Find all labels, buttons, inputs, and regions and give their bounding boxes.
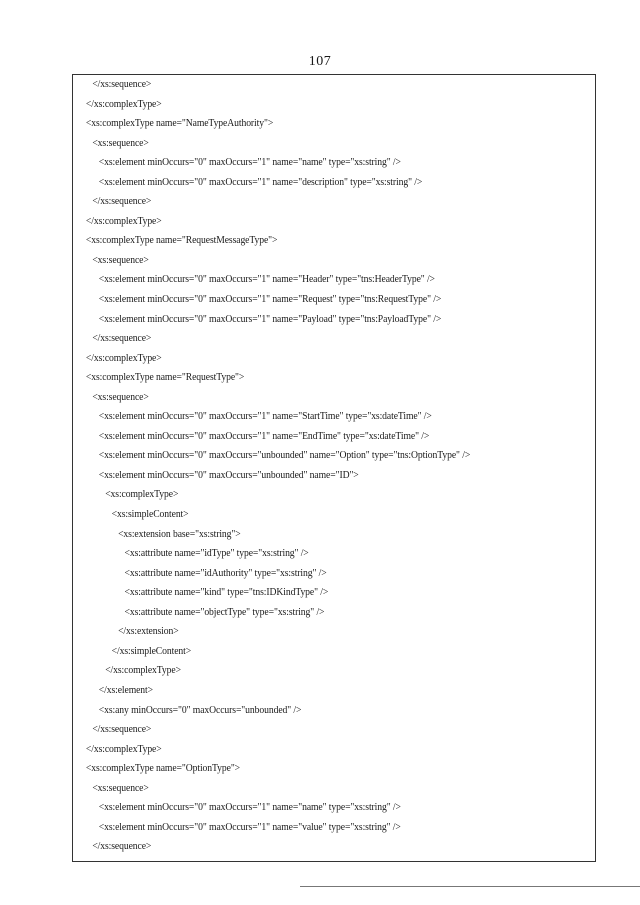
code-line: <xs:complexType name="RequestType"> <box>85 372 245 384</box>
code-line: <xs:attribute name="kind" type="tns:IDKindType" /> <box>124 587 329 599</box>
code-line: </xs:extension> <box>118 626 179 638</box>
code-line: <xs:element minOccurs="0" maxOccurs="unbounded" name="Option" type="tns:OptionType" /> <box>98 450 471 462</box>
code-line: <xs:sequence> <box>92 137 149 149</box>
code-line: </xs:sequence> <box>92 841 152 853</box>
code-line: <xs:complexType> <box>105 489 179 501</box>
code-line: <xs:attribute name="objectType" type="xs:string" /> <box>124 606 325 618</box>
code-line: <xs:element minOccurs="0" maxOccurs="1" name="StartTime" type="xs:dateTime" /> <box>98 411 432 423</box>
code-line: <xs:element minOccurs="0" maxOccurs="1" name="name" type="xs:string" /> <box>98 802 401 814</box>
code-line: <xs:attribute name="idAuthority" type="xs:string" /> <box>124 567 327 579</box>
code-line: </xs:sequence> <box>92 79 152 90</box>
code-line: </xs:sequence> <box>92 724 152 736</box>
code-line: <xs:attribute name="idType" type="xs:string" /> <box>124 548 309 560</box>
code-line: <xs:element minOccurs="0" maxOccurs="unbounded" name="ID"> <box>98 469 359 481</box>
code-line: <xs:complexType name="NameTypeAuthority"> <box>85 118 274 130</box>
code-line: </xs:complexType> <box>85 215 162 227</box>
code-line: <xs:element minOccurs="0" maxOccurs="1" name="EndTime" type="xs:dateTime" /> <box>98 430 430 442</box>
code-line: <xs:extension base="xs:string"> <box>118 528 241 540</box>
code-line: <xs:complexType name="OptionType"> <box>85 763 241 775</box>
code-listing <box>73 75 595 857</box>
code-line: </xs:complexType> <box>85 352 162 364</box>
code-line: <xs:sequence> <box>92 782 149 794</box>
code-line: <xs:element minOccurs="0" maxOccurs="1" name="name" type="xs:string" /> <box>98 157 401 169</box>
code-line: <xs:sequence> <box>92 391 149 403</box>
code-line: <xs:element minOccurs="0" maxOccurs="1" name="Payload" type="tns:PayloadType" /> <box>98 313 442 325</box>
code-line: </xs:complexType> <box>85 743 162 755</box>
code-line: </xs:complexType> <box>105 665 181 677</box>
code-line: </xs:complexType> <box>85 98 162 110</box>
code-line: <xs:complexType name="RequestMessageType"> <box>85 235 278 247</box>
code-line: <xs:any minOccurs="0" maxOccurs="unbounded" /> <box>98 704 302 716</box>
code-line: <xs:sequence> <box>92 254 149 266</box>
code-line: </xs:element> <box>98 684 153 696</box>
code-line: </xs:sequence> <box>92 333 152 345</box>
code-line: </xs:simpleContent> <box>111 645 192 657</box>
code-line: <xs:element minOccurs="0" maxOccurs="1" name="Request" type="tns:RequestType" /> <box>98 294 442 306</box>
code-line: <xs:element minOccurs="0" maxOccurs="1" name="value" type="xs:string" /> <box>98 821 401 833</box>
page-number: 107 <box>308 54 332 69</box>
code-line: <xs:element minOccurs="0" maxOccurs="1" name="description" type="xs:string" /> <box>98 176 423 188</box>
code-line: <xs:element minOccurs="0" maxOccurs="1" name="Header" type="tns:HeaderType" /> <box>98 274 435 286</box>
bottom-scan-rule <box>300 886 640 887</box>
code-line: <xs:simpleContent> <box>111 509 189 521</box>
code-line: </xs:sequence> <box>92 196 152 208</box>
code-listing-frame <box>72 74 596 862</box>
